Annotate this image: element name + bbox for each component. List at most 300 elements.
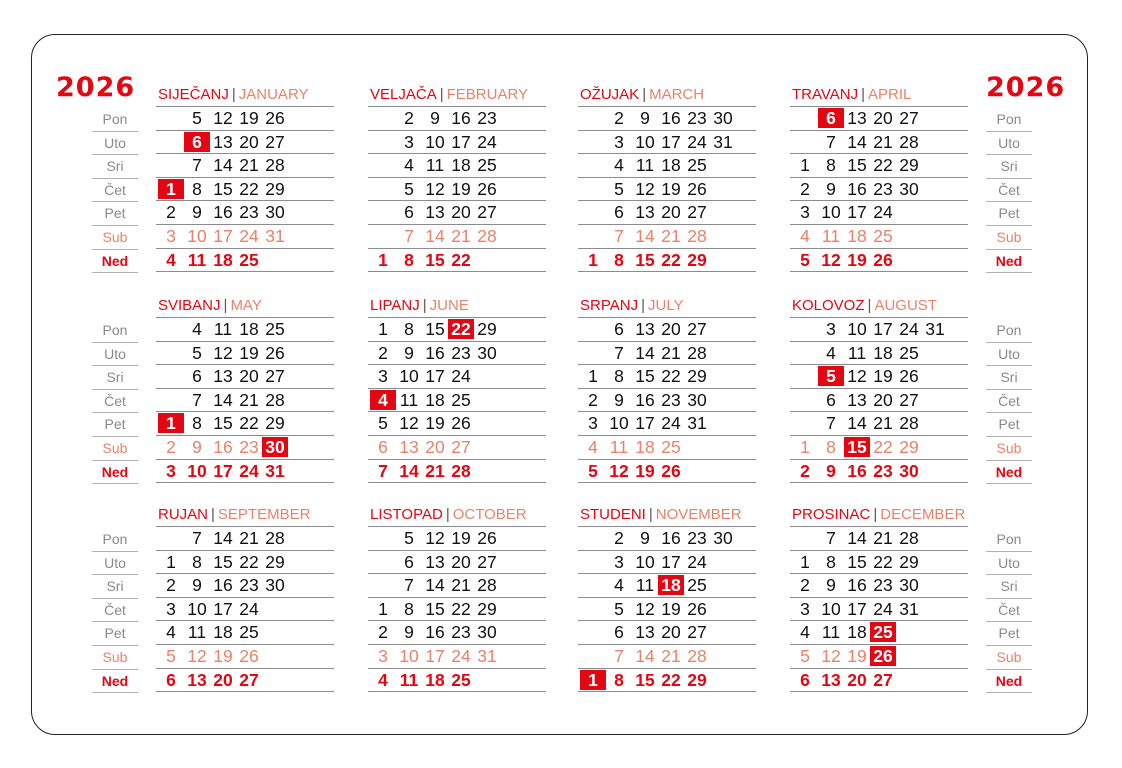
calendar-date: 28	[265, 389, 285, 410]
row-divider	[790, 620, 968, 621]
row-divider	[578, 200, 756, 201]
calendar-date: 8	[404, 249, 414, 270]
calendar-date: 31	[265, 460, 285, 481]
calendar-date: 11	[847, 342, 867, 363]
row-divider	[156, 597, 334, 598]
month-name-en: MARCH	[649, 86, 705, 103]
calendar-date: 22	[873, 551, 893, 572]
calendar-date: 13	[635, 202, 655, 223]
calendar-date: 10	[847, 319, 867, 339]
weekday-label: Sub	[92, 437, 138, 461]
calendar-date: 28	[477, 575, 497, 596]
month-title	[158, 297, 262, 314]
calendar-date: 22	[661, 366, 681, 387]
weekday-label: Pon	[986, 108, 1032, 132]
calendar-date: 10	[635, 551, 655, 572]
calendar-date: 22	[873, 437, 893, 457]
calendar-date: 10	[635, 131, 655, 152]
calendar-date: 23	[239, 202, 259, 223]
row-divider	[368, 106, 546, 107]
month-title	[158, 506, 310, 523]
calendar-date: 19	[451, 178, 471, 199]
calendar-date: 28	[899, 413, 919, 434]
calendar-date: 2	[378, 342, 388, 363]
calendar-date: 16	[425, 622, 445, 643]
holiday-date: 4	[370, 390, 396, 410]
calendar-date: 4	[166, 249, 176, 270]
calendar-date: 8	[826, 437, 836, 457]
weekday-label: Pon	[986, 528, 1032, 552]
calendar-date: 10	[399, 366, 419, 387]
calendar-date: 30	[899, 460, 919, 481]
calendar-date: 18	[661, 155, 681, 176]
month-title-separator: |	[231, 86, 236, 103]
calendar-date: 25	[239, 622, 259, 643]
calendar-date: 15	[213, 178, 233, 199]
calendar-date: 13	[821, 669, 841, 690]
calendar-date: 4	[614, 575, 624, 596]
month-name-en: OCTOBER	[452, 506, 527, 523]
calendar-date: 20	[451, 551, 471, 572]
calendar-date: 27	[451, 437, 471, 457]
month-title	[580, 506, 742, 523]
calendar-date: 1	[378, 598, 388, 619]
calendar-date: 20	[425, 437, 445, 457]
weekday-label: Pon	[92, 108, 138, 132]
calendar-date: 7	[826, 413, 836, 434]
weekday-label: Čet	[92, 390, 138, 414]
row-divider	[368, 482, 546, 483]
row-divider	[790, 691, 968, 692]
calendar-date: 28	[687, 342, 707, 363]
calendar-date: 19	[873, 366, 893, 387]
row-divider	[790, 668, 968, 669]
calendar-date: 26	[873, 249, 893, 270]
row-divider	[156, 411, 334, 412]
calendar-date: 29	[899, 437, 919, 457]
calendar-date: 14	[399, 460, 419, 481]
calendar-date: 10	[187, 598, 207, 619]
calendar-date: 28	[265, 528, 285, 548]
row-divider	[368, 550, 546, 551]
calendar-date: 29	[477, 319, 497, 339]
calendar-date: 7	[404, 575, 414, 596]
calendar-date: 20	[239, 131, 259, 152]
calendar-date: 27	[687, 202, 707, 223]
calendar-date: 14	[213, 528, 233, 548]
row-divider	[790, 526, 968, 527]
calendar-date: 1	[800, 437, 810, 457]
calendar-date: 3	[378, 366, 388, 387]
row-divider	[790, 550, 968, 551]
calendar-date: 12	[187, 646, 207, 666]
calendar-date: 13	[187, 669, 207, 690]
month-title-separator: |	[873, 506, 878, 523]
calendar-date: 4	[166, 622, 176, 643]
row-divider	[790, 153, 968, 154]
row-divider	[790, 248, 968, 249]
calendar-date: 16	[847, 575, 867, 596]
row-divider	[578, 691, 756, 692]
row-divider	[156, 106, 334, 107]
weekday-label: Pon	[92, 319, 138, 343]
calendar-date: 11	[821, 226, 841, 246]
calendar-date: 14	[635, 646, 655, 666]
month-name-hr: SVIBANJ	[158, 297, 221, 314]
month-title	[792, 506, 965, 523]
calendar-date: 30	[477, 622, 497, 643]
calendar-date: 9	[826, 460, 836, 481]
calendar-date: 7	[826, 131, 836, 152]
calendar-date: 12	[821, 646, 841, 666]
calendar-date: 1	[378, 249, 388, 270]
calendar-date: 1	[800, 551, 810, 572]
calendar-date: 12	[847, 366, 867, 387]
calendar-date: 1	[378, 319, 388, 339]
row-divider	[578, 668, 756, 669]
calendar-date: 28	[687, 226, 707, 246]
row-divider	[156, 459, 334, 460]
calendar-date: 23	[873, 575, 893, 596]
month-name-en: MAY	[230, 297, 262, 314]
calendar-date: 23	[451, 622, 471, 643]
weekday-label: Pet	[986, 622, 1032, 646]
calendar-date: 3	[378, 646, 388, 666]
calendar-date: 24	[899, 319, 919, 339]
calendar-date: 31	[713, 131, 733, 152]
row-divider	[790, 388, 968, 389]
row-divider	[578, 644, 756, 645]
calendar-date: 27	[477, 551, 497, 572]
row-divider	[156, 482, 334, 483]
calendar-date: 11	[187, 249, 207, 270]
weekday-label: Čet	[92, 179, 138, 203]
row-divider	[156, 153, 334, 154]
calendar-date: 22	[451, 598, 471, 619]
calendar-date: 14	[213, 389, 233, 410]
calendar-date: 24	[873, 202, 893, 223]
calendar-date: 2	[800, 575, 810, 596]
calendar-date: 20	[451, 202, 471, 223]
calendar-date: 17	[847, 202, 867, 223]
calendar-date: 6	[378, 437, 388, 457]
month-title-separator: |	[422, 297, 427, 314]
row-divider	[790, 364, 968, 365]
month-name-hr: LIPANJ	[370, 297, 420, 314]
weekday-label: Čet	[986, 179, 1032, 203]
calendar-date: 24	[687, 551, 707, 572]
calendar-date: 10	[821, 598, 841, 619]
row-divider	[368, 411, 546, 412]
calendar-date: 6	[800, 669, 810, 690]
calendar-date: 26	[265, 108, 285, 128]
calendar-date: 18	[873, 342, 893, 363]
calendar-date: 5	[166, 646, 176, 666]
month-name-en: JUNE	[429, 297, 469, 314]
calendar-date: 5	[378, 413, 388, 434]
calendar-date: 30	[265, 575, 285, 596]
holiday-date: 5	[818, 366, 844, 386]
weekday-label: Sub	[92, 226, 138, 250]
calendar-date: 9	[192, 575, 202, 596]
calendar-date: 13	[635, 622, 655, 643]
calendar-date: 19	[635, 460, 655, 481]
calendar-date: 14	[635, 226, 655, 246]
weekday-label: Sub	[92, 646, 138, 670]
calendar-date: 18	[213, 249, 233, 270]
holiday-date: 1	[158, 413, 184, 433]
calendar-date: 29	[687, 249, 707, 270]
calendar-date: 17	[661, 131, 681, 152]
row-divider	[578, 248, 756, 249]
calendar-date: 31	[899, 598, 919, 619]
weekday-label: Ned	[92, 670, 138, 694]
calendar-date: 19	[451, 528, 471, 548]
calendar-date: 4	[378, 669, 388, 690]
calendar-date: 2	[166, 202, 176, 223]
row-divider	[578, 153, 756, 154]
row-divider	[578, 550, 756, 551]
calendar-date: 30	[713, 108, 733, 128]
month-title-separator: |	[641, 297, 645, 314]
calendar-date: 17	[425, 646, 445, 666]
calendar-date: 9	[404, 342, 414, 363]
month-name-hr: PROSINAC	[792, 506, 871, 523]
calendar-date: 27	[265, 366, 285, 387]
calendar-date: 10	[821, 202, 841, 223]
weekday-label: Pet	[92, 202, 138, 226]
row-divider	[578, 364, 756, 365]
row-divider	[368, 691, 546, 692]
calendar-date: 6	[166, 669, 176, 690]
row-divider	[156, 130, 334, 131]
calendar-date: 17	[425, 366, 445, 387]
calendar-date: 27	[899, 108, 919, 128]
month-name-en: JANUARY	[238, 86, 309, 103]
month-title-separator: |	[642, 86, 647, 103]
calendar-date: 4	[826, 342, 836, 363]
row-divider	[156, 200, 334, 201]
holiday-date: 1	[158, 179, 184, 199]
month-name-hr: TRAVANJ	[792, 86, 859, 103]
calendar-date: 16	[847, 460, 867, 481]
row-divider	[368, 153, 546, 154]
calendar-date: 26	[239, 646, 259, 666]
calendar-date: 22	[661, 669, 681, 690]
month-name-hr: VELJAČA	[370, 86, 437, 103]
calendar-date: 8	[614, 366, 624, 387]
calendar-date: 13	[425, 202, 445, 223]
month-title-separator: |	[861, 86, 866, 103]
calendar-date: 3	[404, 131, 414, 152]
row-divider	[156, 248, 334, 249]
calendar-date: 19	[239, 108, 259, 128]
calendar-date: 2	[800, 178, 810, 199]
row-divider	[156, 388, 334, 389]
calendar-date: 29	[899, 551, 919, 572]
calendar-date: 22	[451, 249, 471, 270]
calendar-date: 8	[404, 319, 414, 339]
calendar-date: 30	[477, 342, 497, 363]
calendar-date: 10	[187, 460, 207, 481]
calendar-date: 21	[239, 528, 259, 548]
row-divider	[578, 597, 756, 598]
calendar-date: 7	[614, 646, 624, 666]
calendar-date: 10	[399, 646, 419, 666]
calendar-date: 11	[399, 389, 419, 410]
calendar-date: 20	[661, 202, 681, 223]
weekday-label: Pet	[92, 622, 138, 646]
month-name-hr: STUDENI	[580, 506, 646, 523]
calendar-date: 26	[477, 528, 497, 548]
calendar-date: 6	[614, 622, 624, 643]
row-divider	[790, 130, 968, 131]
calendar-date: 5	[404, 178, 414, 199]
calendar-date: 17	[661, 551, 681, 572]
row-divider	[578, 411, 756, 412]
calendar-date: 24	[687, 131, 707, 152]
month-title	[370, 297, 469, 314]
calendar-date: 21	[873, 528, 893, 548]
weekday-label: Sub	[986, 437, 1032, 461]
weekday-label: Uto	[92, 343, 138, 367]
calendar-date: 17	[213, 598, 233, 619]
calendar-date: 25	[873, 226, 893, 246]
month-title	[792, 297, 937, 314]
row-divider	[156, 435, 334, 436]
calendar-date: 31	[265, 226, 285, 246]
row-divider	[156, 573, 334, 574]
holiday-date: 22	[448, 319, 474, 339]
calendar-date: 3	[614, 131, 624, 152]
calendar-date: 6	[404, 551, 414, 572]
calendar-date: 29	[265, 551, 285, 572]
calendar-date: 18	[425, 669, 445, 690]
calendar-date: 1	[588, 249, 598, 270]
month-name-hr: KOLOVOZ	[792, 297, 865, 314]
calendar-date: 24	[451, 366, 471, 387]
calendar-date: 25	[265, 319, 285, 339]
calendar-date: 6	[614, 202, 624, 223]
calendar-date: 3	[166, 226, 176, 246]
month-name-en: SEPTEMBER	[217, 506, 311, 523]
row-divider	[368, 177, 546, 178]
calendar-date: 11	[635, 575, 655, 596]
row-divider	[368, 573, 546, 574]
calendar-date: 6	[614, 319, 624, 339]
calendar-date: 17	[873, 319, 893, 339]
calendar-date: 9	[826, 575, 836, 596]
weekday-label: Ned	[986, 461, 1032, 485]
row-divider	[368, 620, 546, 621]
calendar-date: 7	[192, 389, 202, 410]
calendar-date: 22	[239, 178, 259, 199]
calendar-date: 4	[404, 155, 414, 176]
row-divider	[368, 271, 546, 272]
calendar-date: 19	[847, 249, 867, 270]
calendar-date: 20	[873, 389, 893, 410]
calendar-date: 25	[451, 389, 471, 410]
weekday-label: Pet	[92, 413, 138, 437]
calendar-date: 21	[873, 131, 893, 152]
row-divider	[578, 573, 756, 574]
calendar-date: 28	[899, 131, 919, 152]
calendar-date: 5	[192, 342, 202, 363]
calendar-date: 29	[687, 669, 707, 690]
month-name-en: NOVEMBER	[655, 506, 742, 523]
row-divider	[368, 388, 546, 389]
month-name-hr: SRPANJ	[580, 297, 639, 314]
calendar-date: 27	[687, 319, 707, 339]
month-title-separator: |	[867, 297, 872, 314]
calendar-date: 26	[661, 460, 681, 481]
calendar-date: 18	[847, 622, 867, 643]
calendar-date: 20	[661, 622, 681, 643]
row-divider	[790, 106, 968, 107]
calendar-date: 15	[425, 598, 445, 619]
calendar-date: 16	[635, 389, 655, 410]
calendar-date: 9	[430, 108, 440, 128]
calendar-date: 11	[399, 669, 419, 690]
calendar-date: 23	[873, 178, 893, 199]
calendar-date: 15	[847, 155, 867, 176]
holiday-date: 6	[818, 108, 844, 128]
calendar-date: 13	[213, 366, 233, 387]
calendar-date: 8	[192, 551, 202, 572]
row-divider	[790, 644, 968, 645]
weekday-label: Pet	[986, 413, 1032, 437]
calendar-date: 26	[687, 598, 707, 619]
calendar-date: 26	[477, 178, 497, 199]
month-name-hr: LISTOPAD	[370, 506, 443, 523]
calendar-date: 6	[826, 389, 836, 410]
calendar-date: 17	[847, 598, 867, 619]
calendar-date: 8	[614, 669, 624, 690]
row-divider	[368, 130, 546, 131]
month-title	[370, 506, 527, 523]
calendar-date: 29	[477, 598, 497, 619]
month-title	[792, 86, 911, 103]
weekday-label: Uto	[986, 132, 1032, 156]
calendar-date: 20	[847, 669, 867, 690]
calendar-date: 12	[399, 413, 419, 434]
month-title	[580, 297, 684, 314]
row-divider	[790, 573, 968, 574]
calendar-date: 16	[451, 108, 471, 128]
month-name-en: FEBRUARY	[446, 86, 529, 103]
calendar-date: 29	[265, 178, 285, 199]
calendar-date: 21	[873, 413, 893, 434]
holiday-date: 25	[870, 622, 896, 642]
calendar-date: 31	[925, 319, 945, 339]
calendar-date: 16	[213, 575, 233, 596]
calendar-date: 23	[687, 108, 707, 128]
weekday-label: Čet	[986, 390, 1032, 414]
calendar-date: 22	[873, 155, 893, 176]
holiday-date: 26	[870, 646, 896, 666]
calendar-date: 12	[609, 460, 629, 481]
calendar-date: 27	[873, 669, 893, 690]
calendar-date: 7	[192, 528, 202, 548]
calendar-date: 13	[213, 131, 233, 152]
calendar-date: 25	[687, 575, 707, 596]
calendar-date: 16	[425, 342, 445, 363]
calendar-date: 7	[614, 226, 624, 246]
calendar-date: 30	[899, 575, 919, 596]
weekday-label: Pet	[986, 202, 1032, 226]
calendar-date: 18	[239, 319, 259, 339]
calendar-date: 2	[404, 108, 414, 128]
